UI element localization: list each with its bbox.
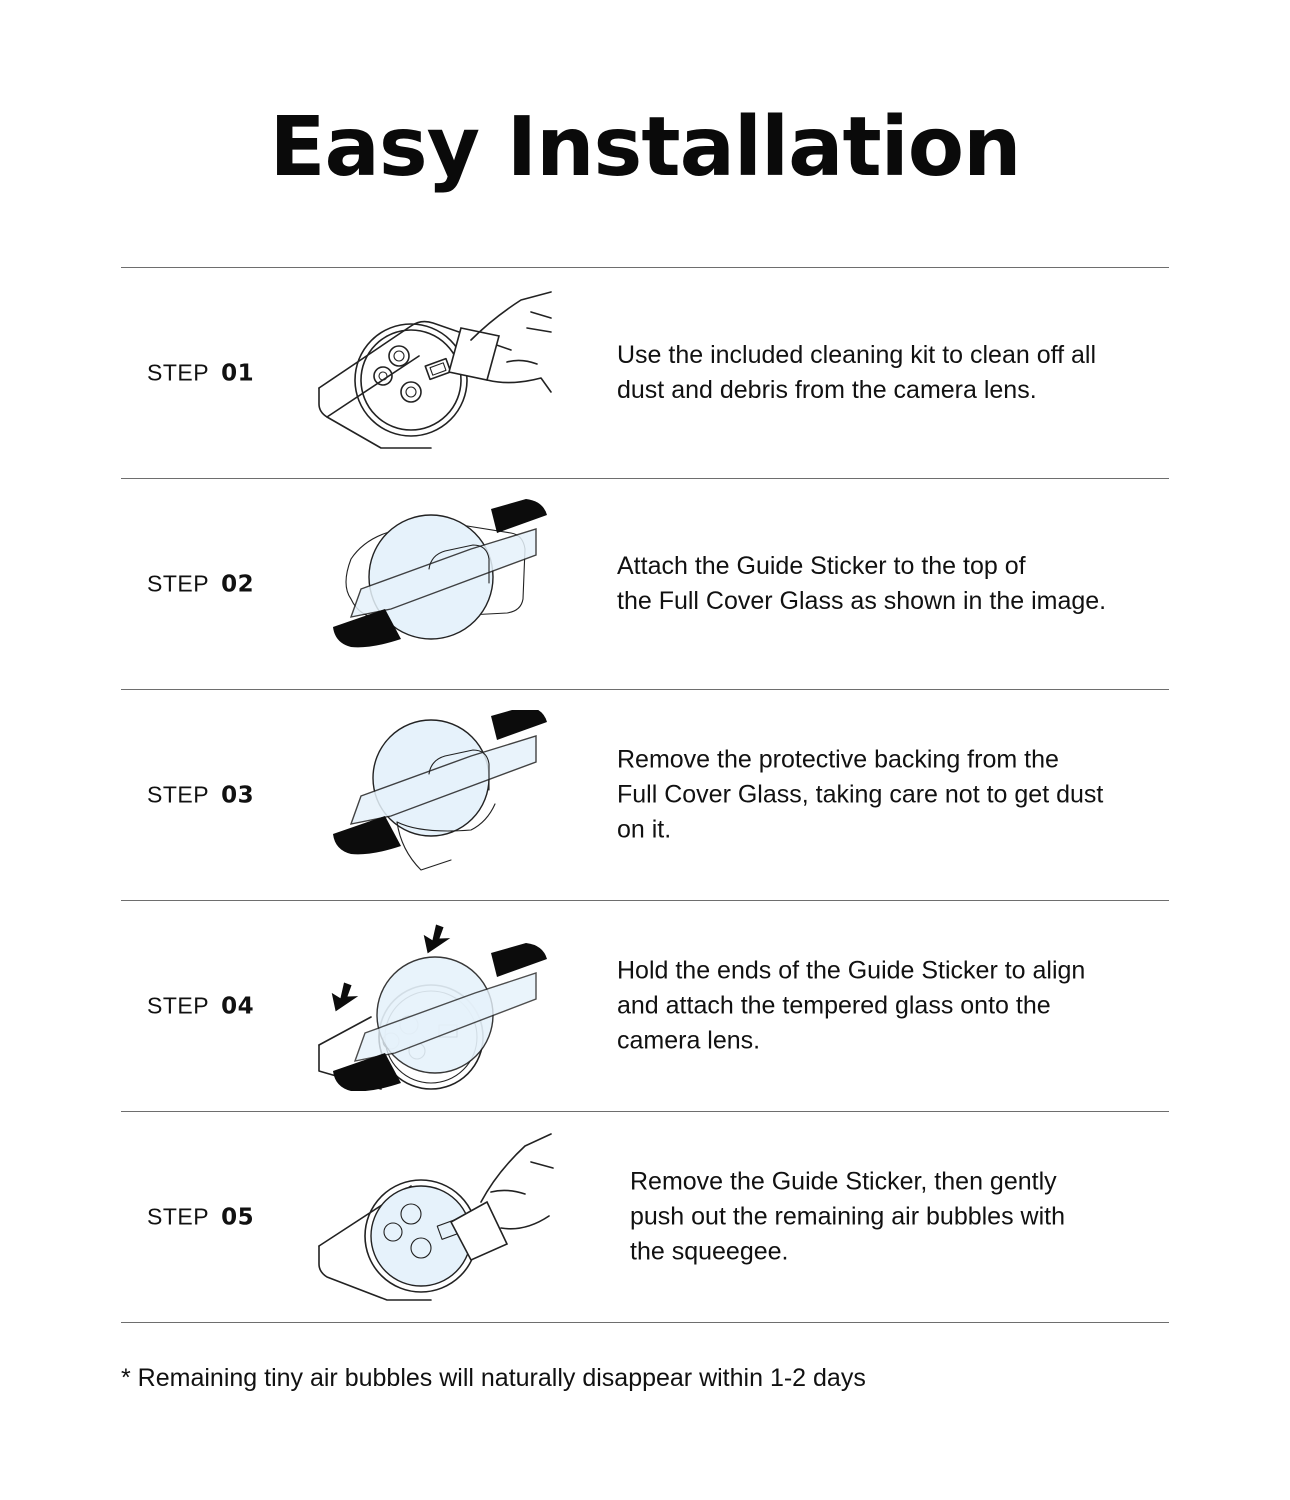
step-word: STEP — [147, 992, 210, 1019]
step-word: STEP — [147, 359, 210, 386]
step-label — [147, 993, 254, 1020]
squeegee-illustration — [311, 1132, 561, 1302]
step-label — [147, 1204, 254, 1231]
footnote: * Remaining tiny air bubbles will naturally disappear within 1-2 days — [121, 1364, 866, 1392]
description-line: and attach the tempered glass onto the — [617, 991, 1051, 1020]
page-title: Easy Installation — [269, 100, 1021, 195]
step-row-03 — [121, 690, 1169, 901]
step-label — [147, 782, 254, 809]
step-description — [617, 549, 1157, 619]
step-row-02 — [121, 479, 1169, 690]
description-line: on it. — [617, 815, 672, 844]
description-line: Remove the Guide Sticker, then gently — [630, 1167, 1057, 1196]
step-number: 01 — [221, 360, 255, 387]
remove-backing-illustration — [311, 710, 561, 880]
align-glass-illustration — [311, 921, 561, 1091]
step-description — [617, 954, 1157, 1059]
step-number: 05 — [221, 1204, 255, 1231]
step-description — [617, 338, 1157, 408]
step-word: STEP — [147, 570, 210, 597]
description-line: the squeegee. — [630, 1237, 789, 1266]
step-number: 03 — [221, 782, 255, 809]
step-row-04 — [121, 901, 1169, 1112]
description-line: Use the included cleaning kit to clean off all — [617, 341, 1097, 369]
description-line: camera lens. — [617, 1026, 761, 1055]
step-row-05 — [121, 1112, 1169, 1323]
description-line: Hold the ends of the Guide Sticker to align — [617, 956, 1086, 985]
description-line: the Full Cover Glass as shown in the image. — [617, 587, 1107, 615]
steps-list — [121, 267, 1169, 1323]
step-number: 02 — [221, 571, 255, 598]
step-label — [147, 571, 254, 598]
step-row-01 — [121, 268, 1169, 479]
guide-sticker-attach-illustration — [311, 499, 561, 669]
step-word: STEP — [147, 1203, 210, 1230]
description-line: push out the remaining air bubbles with — [630, 1202, 1065, 1231]
step-description — [630, 1165, 1170, 1270]
cleaning-camera-lens-illustration — [311, 288, 561, 458]
step-word: STEP — [147, 781, 210, 808]
description-line: Attach the Guide Sticker to the top of — [617, 552, 1026, 580]
description-line: Full Cover Glass, taking care not to get dust — [617, 780, 1104, 809]
description-line: Remove the protective backing from the — [617, 745, 1059, 774]
step-label — [147, 360, 254, 387]
description-line: dust and debris from the camera lens. — [617, 376, 1037, 404]
step-number: 04 — [221, 993, 255, 1020]
step-description — [617, 743, 1157, 848]
